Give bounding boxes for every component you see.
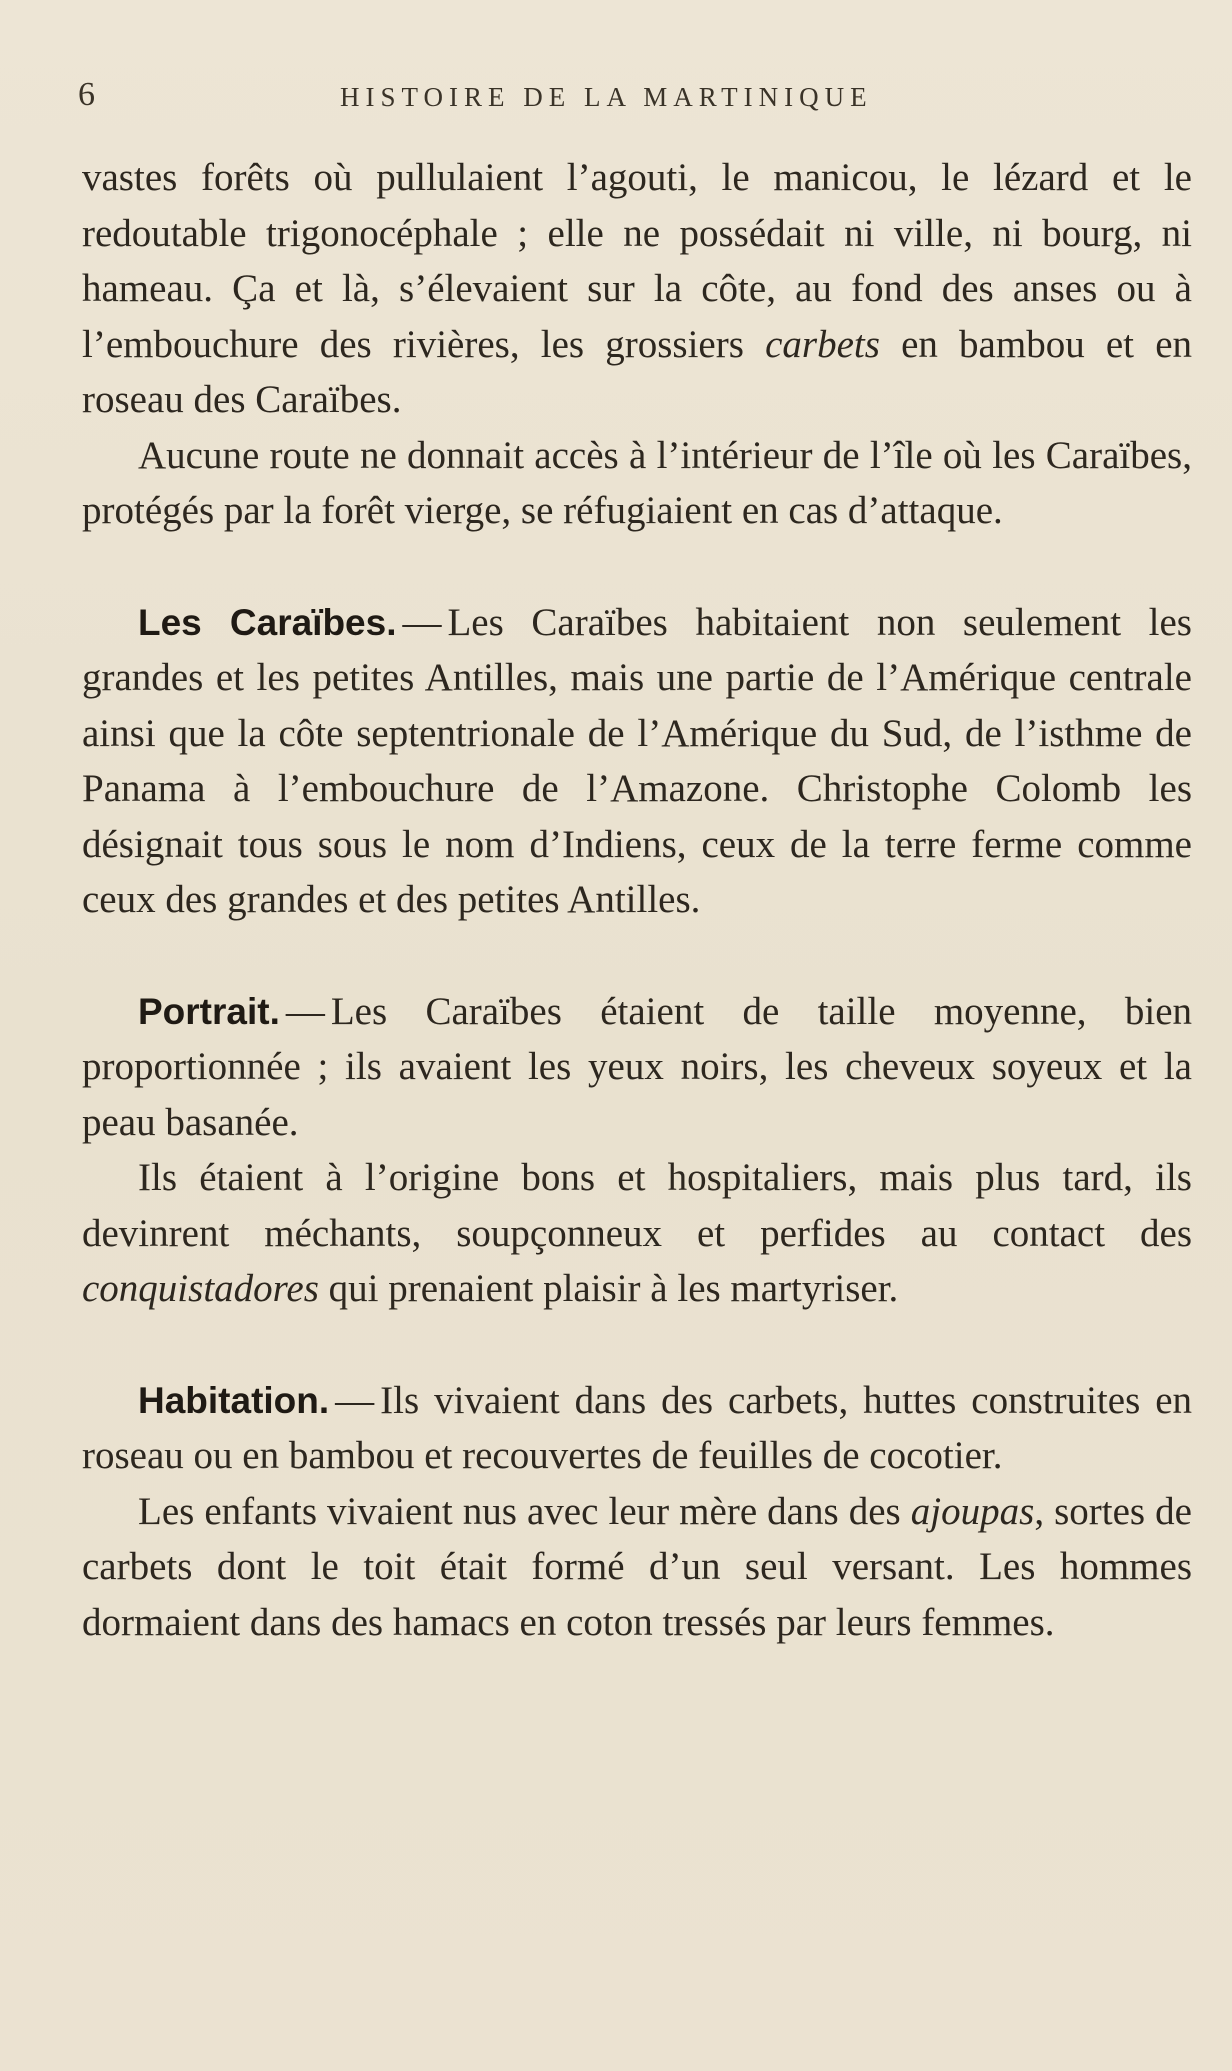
portrait-dash: — xyxy=(285,989,325,1033)
body-text xyxy=(82,150,1192,1650)
intro-text-end: en bambou et en roseau des Caraïbes. xyxy=(82,322,1192,421)
caraibes-dash: — xyxy=(402,600,442,644)
caraibes-text: Les Caraïbes habitaient non seulement les grandes et les petites Antilles, mais une partie de l’Amérique centrale ainsi que la côte septentrionale de l’Amérique du Sud, de l’isthme de Panama à l’embouchure de l’Amazone. Christophe Colomb les désignait tous sous le nom d’Indiens, ceux de la terre ferme comme ceux des grandes et des petites Antilles. xyxy=(82,600,1192,921)
intro-paragraph xyxy=(82,150,1192,428)
intro-italic-term: carbets xyxy=(765,322,880,366)
caraibes-heading: Les Caraïbes. xyxy=(138,601,397,643)
habitation-italic-term: ajoupas xyxy=(910,1489,1035,1533)
portrait-heading: Portrait. xyxy=(138,990,280,1032)
running-title: HISTOIRE DE LA MARTINIQUE xyxy=(340,82,873,112)
habitation-dash: — xyxy=(335,1378,375,1422)
portrait-text-2-end: qui prenaient plaisir à les martyriser. xyxy=(318,1267,899,1310)
portrait-italic-term: conquistadores xyxy=(82,1267,319,1310)
portrait-paragraph xyxy=(82,984,1192,1151)
habitation-paragraph xyxy=(82,1373,1192,1484)
running-head xyxy=(78,76,1198,116)
portrait-paragraph-2 xyxy=(82,1150,1192,1317)
portrait-text: Les Caraïbes étaient de taille moyenne, bien proportionnée ; ils avaient les yeux noirs, les cheveux soyeux et la peau basanée. xyxy=(82,989,1192,1144)
habitation-text-2-end: , sortes de carbets dont le toit était formé d’un seul versant. Les hommes dormaient dans des hamacs en coton tressés par leurs femmes. xyxy=(82,1489,1192,1644)
habitation-text-2: Les enfants vivaient nus avec leur mère dans des xyxy=(138,1489,911,1533)
intro-text: vastes forêts où pullulaient l’agouti, le manicou, le lézard et le redoutable trigonocéphale ; elle ne possédait ni ville, ni bourg, ni hameau. Ça et là, s’élevaient sur la côte, au fond des anses ou à l’embouchure des rivières, les grossiers xyxy=(82,156,1192,366)
habitation-text: Ils vivaient dans des carbets, huttes construites en roseau ou en bambou et recouvertes de feuilles de cocotier. xyxy=(82,1378,1192,1477)
portrait-text-2: Ils étaient à l’origine bons et hospitaliers, mais plus tard, ils devinrent méchants, soupçonneux et perfides au contact des xyxy=(82,1156,1192,1255)
caraibes-paragraph xyxy=(82,595,1192,928)
page-number: 6 xyxy=(78,76,95,113)
habitation-heading: Habitation. xyxy=(138,1379,330,1421)
habitation-paragraph-2 xyxy=(82,1484,1192,1651)
intro-paragraph-2: Aucune route ne donnait accès à l’intérieur de l’île où les Caraïbes, protégés par la forêt vierge, se réfugiaient en cas d’attaque. xyxy=(82,433,1192,532)
